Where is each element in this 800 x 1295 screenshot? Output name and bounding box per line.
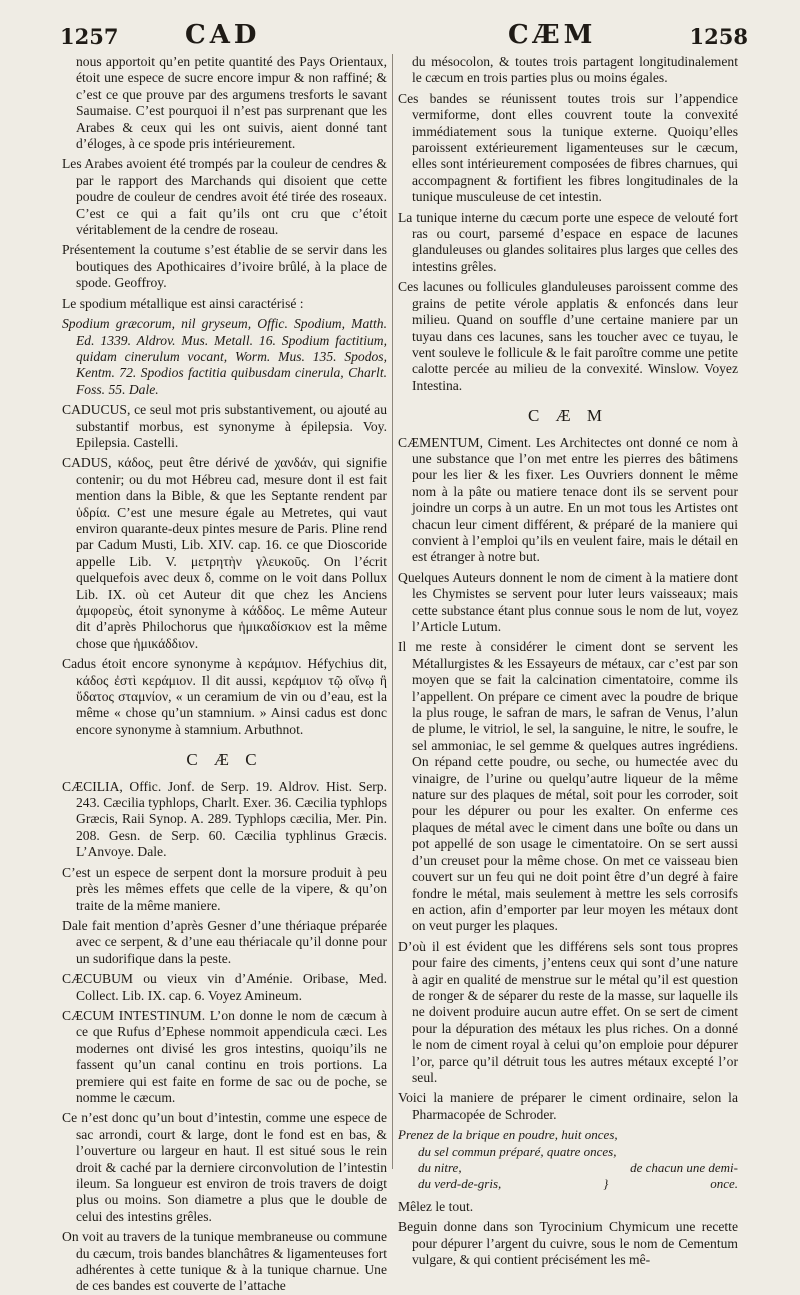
paragraph: Ces lacunes ou follicules glanduleuses paroissent comme des grains de petite vérole applatis & enfoncés dans leur milieu. Quand on souffle d’une certaine maniere par un tuyau dans ces lacunes, sans les toucher avec ce tuyau, le vent souleve le follicule & le fait paroître comme une petite calotte percée au milieu de la convexité. Winslow. Voyez Intestina.: [398, 279, 738, 393]
left-column: [62, 54, 387, 1294]
paragraph: C’est un espece de serpent dont la morsure produit à peu près les mêmes effets que celle de la vipere, & qu’on traite de la même maniere.: [62, 864, 387, 913]
recipe-text: Prenez de la brique en poudre, huit onces,: [398, 1127, 618, 1143]
section-heading: C Æ M: [527, 406, 609, 426]
left-page-number: 1257: [60, 24, 119, 49]
recipe-text: du verd-de-gris,: [418, 1176, 502, 1192]
recipe-line: [398, 1127, 738, 1143]
recipe-text: du sel commun préparé, quatre onces,: [418, 1143, 617, 1159]
paragraph: nous apportoit qu’en petite quantité des Pays Orientaux, étoit une espece de sucre encore impur & non raffiné; & c’est ce que prouve par des argumens tresforts le savant Saumaise. C’est pourquoi il n’est pas surprenant que les Arabes & ceux qui les ont suivis, aient donné tant d’éloges, à ce spode pris intérieurement.: [76, 54, 387, 152]
entry-caementum: CÆMENTUM, Ciment. Les Architectes ont donné ce nom à une substance que l’on met entre les pierres des bâtimens pour les lier & les fixer. Les Ouvriers donnent le même nom à la pâte ou matiere tenace dont ils se servent pour joindre un corps à un autre. En un mot tous les Artistes ont chacun leur ciment différent, & préparé de la maniere qui convient à l’emploi qu’ils en veulent faire, mais le détail en est étranger à notre but.: [398, 434, 738, 565]
entry-caecum-intestinum: CÆCUM INTESTINUM. L’on donne le nom de cæcum à ce que Rufus d’Ephese nommoit appendicula cæci. Les modernes ont divisé les gros intestins, quoiqu’ils ne fassent qu’un canal continu en trois portions. La premiere qui est faite en forme de sac ou de poche, se nomme le cæcum.: [62, 1007, 387, 1105]
paragraph: Mêlez le tout.: [398, 1198, 474, 1214]
recipe-line: [398, 1176, 738, 1192]
paragraph: On voit au travers de la tunique membraneuse ou commune du cæcum, trois bandes blanchâtres & ligamenteuses fort adhérentes à cette tunique & à la tunique charnue. Une de ces bandes est couverte de l’attache: [62, 1229, 387, 1294]
paragraph: Ces bandes se réunissent toutes trois sur l’appendice vermiforme, dont elles couvrent toute la convexité immédiatement sous la tunique externe. Quoiqu’elles paroissent extérieurement ligamenteuses sur le cæcum, elles sont intérieurement composées de fibres charnues, qui accompagnent & fortifient les fibres longitudinales de la tunique musculeuse de cet intestin.: [398, 90, 738, 205]
paragraph: Cadus étoit encore synonyme à κεράμιον. Héfychius dit, κάδος ἐστὶ κεράμιον. Il dit aussi, κεράμιον τῷ οἴνῳ ἢ ὕδατος σταμνίον, « un ceramium de vin ou d’eau, est la même « chose qu’un stamnium. » Ainsi cadus est donc encore synonyme à stamnium. Arbuthnot.: [62, 656, 387, 737]
paragraph: du mésocolon, & toutes trois partagent longitudinalement le cæcum en trois parties plus ou moins égales.: [412, 54, 738, 86]
entry-caducus: CADUCUS, ce seul mot pris substantivement, ou ajouté au substantif morbus, est synonyme à épilepsia. Voy. Epilepsia. Castelli.: [62, 402, 387, 450]
right-column: [398, 54, 738, 1268]
left-running-head: CAD: [185, 20, 261, 50]
paragraph: Présentement la coutume s’est établie de se servir dans les boutiques des Apothicaires d’ivoire brûlé, à la place de spode. Geoffroy.: [62, 242, 387, 291]
brace-glyph: }: [603, 1176, 609, 1192]
paragraph: Spodium græcorum, nil gryseum, Offic. Spodium, Matth. Ed. 1339. Aldrov. Mus. Metall. 16. Spodium factitium, quidam cinerulum vocant, Worm. Mus. 135. Spodos, Kentm. 72. Spodios factitia quibusdam cinerula, Charlt. Foss. 55. Dale.: [62, 316, 387, 397]
paragraph: Quelques Auteurs donnent le nom de ciment à la matiere dont les Chymistes se servent pour luter leurs vaisseaux; mais cette substance étant plus connue sous le nom de lut, voyez l’Article Lutum.: [398, 569, 738, 634]
paragraph: Ce n’est donc qu’un bout d’intestin, comme une espece de sac arrondi, court & large, dont le fond est en bas, & l’ouverture ou largeur en haut. Il est situé sous le rein droit & caché par la derniere circonvolution de l’intestin ileum. Sa longueur est environ de trois travers de doigt plus ou moins. Son diametre a plus que le double de celui des intestins grêles.: [62, 1110, 387, 1224]
paragraph: Il me reste à considérer le ciment dont se servent les Métallurgistes & les Essayeurs de métaux, car c’est par son moyen que se fait la calcination cimentatoire, comme ils l’appellent. On prépare ce ciment avec la poudre de brique la plus rouge, le safran de mars, le safran de Venus, l’alun de plume, le vitriol, le sel, la sanguine, le nitre, le soufre, le sel ammoniac, le sel gemme & quelques autres ingrédiens. On répand cette poudre, ou seche, ou humectée avec du vinaigre, de l’urine ou quelqu’autre liqueur de la même nature sur des plaques de métal, soit pour les corroder, soit pour les dépurer ou pour les exalter. On enferme ces plaques de métal avec le ciment dans une boîte ou dans un pot appellé de son usage le cimentatoire. On se sert aussi d’un creuset pour la même chose. On met ce vaisseau bien couvert sur un feu qui ne doit point être d’un degré à faire fondre le métal, mais seulement à mettre les sels corrosifs en action, afin d’emporter par leur moyen les métaux dont on veut purger les plaques.: [398, 639, 738, 934]
entry-caecilia: CÆCILIA, Offic. Jonf. de Serp. 19. Aldrov. Hist. Serp. 243. Cæcilia typhlops, Charlt. Exer. 36. Cæcilia typhlops Græcis, Raii Synop. A. 289. Typhlops cæcilia, Mer. Pin. 208. Gesn. de Serp. 60. Cæcilia typhlinus Græcis. L’Anvoye. Dale.: [62, 778, 387, 860]
paragraph: La tunique interne du cæcum porte une espece de velouté fort ras ou court, parsemé d’espace en espace de lacunes glanduleuses ou glandes solitaires plus larges que celles des intestins grêles.: [398, 209, 738, 274]
right-page-number: 1258: [689, 24, 748, 49]
recipe-text: de chacun une demi-: [630, 1160, 738, 1175]
entry-caecubum: CÆCUBUM ou vieux vin d’Aménie. Oribase, Med. Collect. Lib. IX. cap. 6. Voyez Amineum.: [62, 971, 387, 1003]
recipe-line: [398, 1160, 738, 1176]
recipe-line: [398, 1144, 738, 1160]
column-divider: [392, 54, 393, 1169]
page-header: [50, 20, 788, 52]
paragraph: Les Arabes avoient été trompés par la couleur de cendres & par le rapport des Marchands qui disoient que cette poudre de couleur de cendres avoit été tirée des roseaux. C’est ce qui a fait qu’ils ont cru que c’étoit véritablement de la cendre de roseau.: [62, 156, 387, 238]
paragraph: Le spodium métallique est ainsi caractérisé :: [62, 295, 304, 311]
recipe-text: du nitre,: [418, 1160, 462, 1175]
paragraph: D’où il est évident que les différens sels sont tous propres pour faire des ciments, j’entens ceux qui sont d’une nature à agir en qualité de menstrue sur le métal qu’il est question de ronger & de séparer du reste de la masse, sur laquelle ils ne doivent produire aucun autre effet. On se sert de ciment pour la dépuration des métaux les plus riches. On a donné le nom de ciment royal à celui qu’on emploie pour dépurer l’or, parce qu’il détruit tous les autres métaux excepté l’or seul.: [398, 938, 738, 1085]
paragraph: Voici la maniere de préparer le ciment ordinaire, selon la Pharmacopée de Schroder.: [398, 1090, 738, 1122]
section-heading: C Æ C: [186, 750, 263, 770]
paragraph: Beguin donne dans son Tyrocinium Chymicum une recette pour dépurer l’argent du cuivre, sous le nom de Cementum vulgare, & qui contient précisément les mê-: [398, 1219, 738, 1268]
entry-cadus: CADUS, κάδος, peut être dérivé de χανδάν, qui signifie contenir; ou du mot Hébreu cad, mesure dont il est fait mention dans la Bible, & que les Septante rendent par ὑδρία. C’est une mesure égale au Metretes, qui vaut environ quarante-deux pintes mesure de Paris. Pline rend par Cadum Musti, Lib. XIV. cap. 16. ce que Dioscoride appelle Lib. V. μετρητὴν γλευκοῦς. On l’écrit quelquefois avec deux δ, comme on le voit dans Pollux Lib. IX. où cet Auteur dit que chez les Anciens ἀμφορεὺς, étoit synonyme à κάδδος. Le même Auteur dit d’après Philochorus que ἡμικαδίσκιον est la même chose que ἡμικάδδιον.: [62, 455, 387, 651]
recipe-text: once.: [710, 1176, 738, 1192]
right-running-head: CÆM: [508, 20, 597, 50]
recipe: [398, 1127, 738, 1193]
paragraph: Dale fait mention d’après Gesner d’une thériaque préparée avec ce serpent, & d’une eau thériacale qu’il donne pour un sudorifique dans la peste.: [62, 917, 387, 966]
